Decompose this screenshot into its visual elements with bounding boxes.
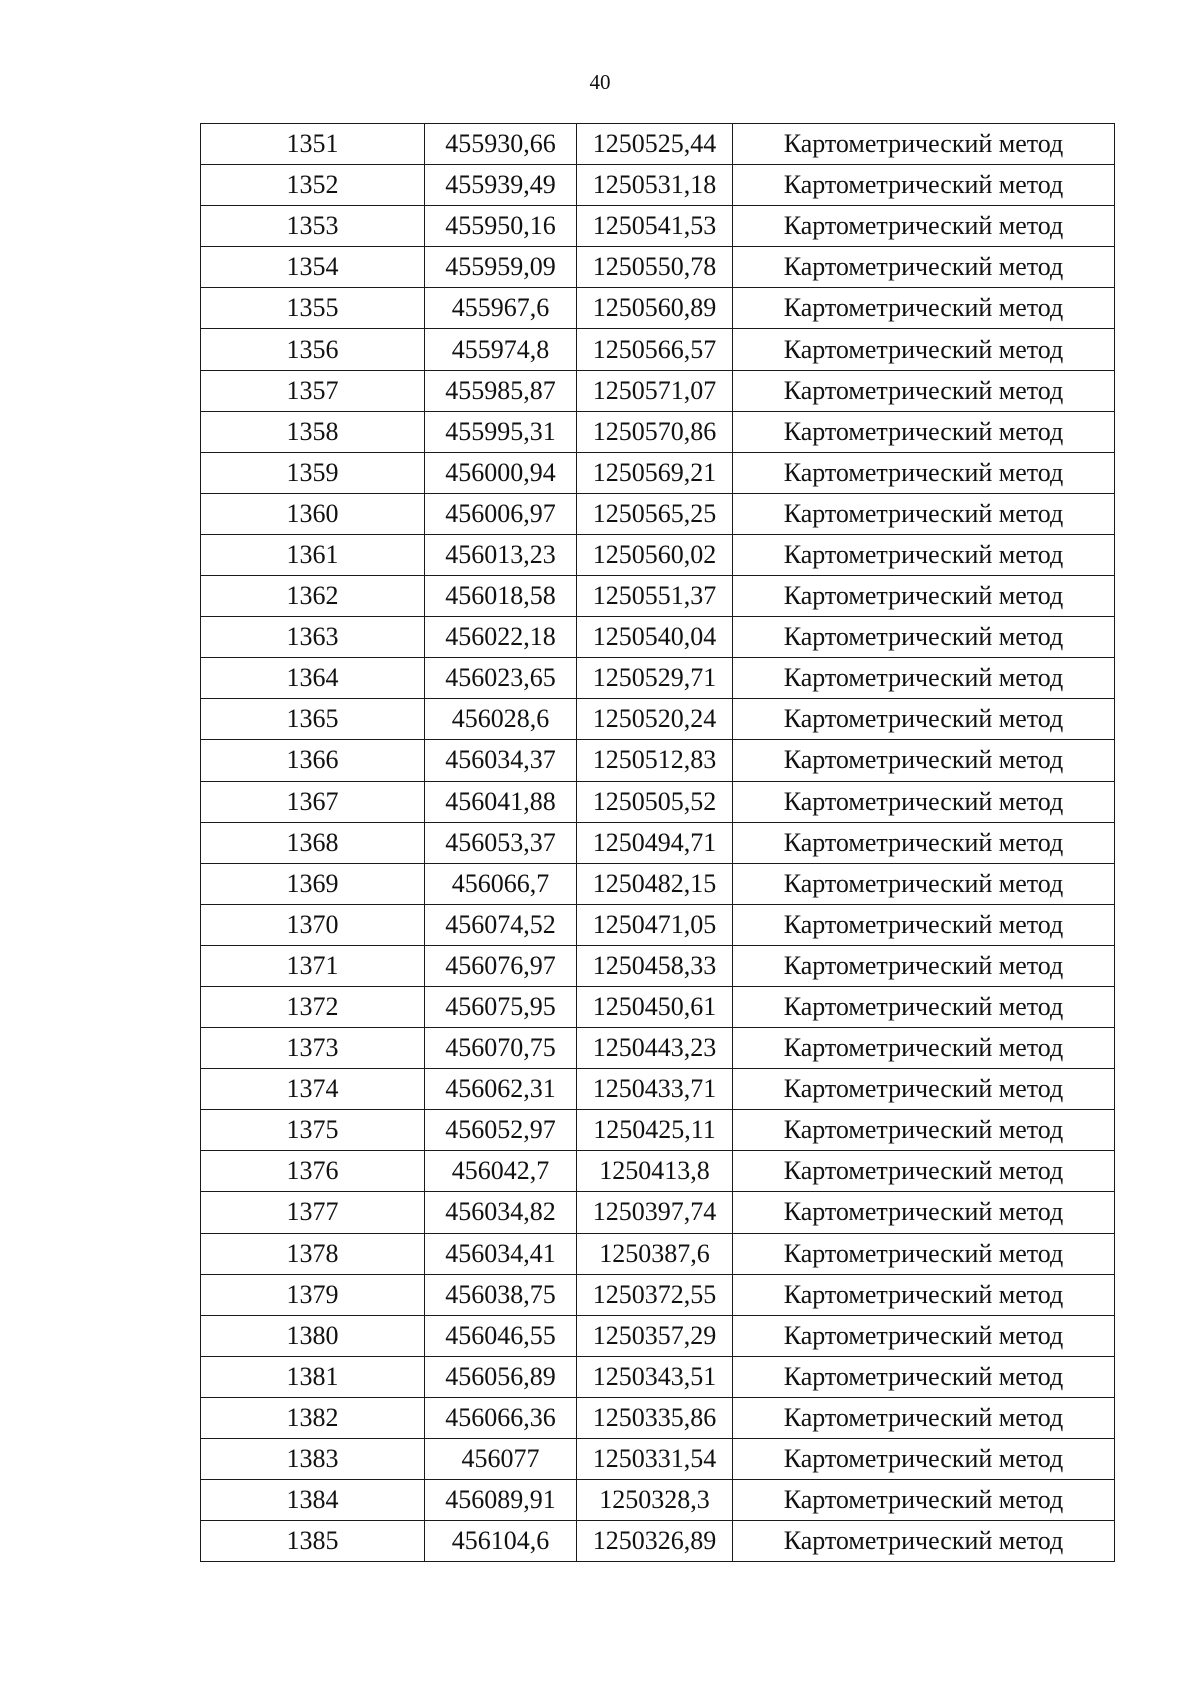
point-number-cell: 1352 xyxy=(201,165,425,206)
point-number-cell: 1366 xyxy=(201,740,425,781)
table-row xyxy=(201,165,1115,206)
point-number-cell: 1369 xyxy=(201,863,425,904)
table-row xyxy=(201,1028,1115,1069)
table-row xyxy=(201,1397,1115,1438)
y-coordinate-cell: 1250387,6 xyxy=(577,1233,733,1274)
point-number-cell: 1381 xyxy=(201,1356,425,1397)
table-row xyxy=(201,1192,1115,1233)
method-cell: Картометрический метод xyxy=(733,699,1115,740)
method-cell: Картометрический метод xyxy=(733,206,1115,247)
x-coordinate-cell: 456062,31 xyxy=(425,1069,577,1110)
point-number-cell: 1385 xyxy=(201,1521,425,1562)
y-coordinate-cell: 1250520,24 xyxy=(577,699,733,740)
method-cell: Картометрический метод xyxy=(733,945,1115,986)
x-coordinate-cell: 455939,49 xyxy=(425,165,577,206)
point-number-cell: 1376 xyxy=(201,1151,425,1192)
point-number-cell: 1375 xyxy=(201,1110,425,1151)
y-coordinate-cell: 1250471,05 xyxy=(577,904,733,945)
method-cell: Картометрический метод xyxy=(733,411,1115,452)
table-row xyxy=(201,986,1115,1027)
method-cell: Картометрический метод xyxy=(733,904,1115,945)
method-cell: Картометрический метод xyxy=(733,1028,1115,1069)
point-number-cell: 1371 xyxy=(201,945,425,986)
y-coordinate-cell: 1250570,86 xyxy=(577,411,733,452)
x-coordinate-cell: 456041,88 xyxy=(425,781,577,822)
y-coordinate-cell: 1250550,78 xyxy=(577,247,733,288)
x-coordinate-cell: 456089,91 xyxy=(425,1480,577,1521)
table-row xyxy=(201,1521,1115,1562)
x-coordinate-cell: 455995,31 xyxy=(425,411,577,452)
x-coordinate-cell: 456038,75 xyxy=(425,1274,577,1315)
method-cell: Картометрический метод xyxy=(733,658,1115,699)
point-number-cell: 1356 xyxy=(201,329,425,370)
y-coordinate-cell: 1250505,52 xyxy=(577,781,733,822)
y-coordinate-cell: 1250512,83 xyxy=(577,740,733,781)
x-coordinate-cell: 456070,75 xyxy=(425,1028,577,1069)
y-coordinate-cell: 1250560,89 xyxy=(577,288,733,329)
table-row xyxy=(201,1151,1115,1192)
point-number-cell: 1383 xyxy=(201,1439,425,1480)
point-number-cell: 1354 xyxy=(201,247,425,288)
y-coordinate-cell: 1250531,18 xyxy=(577,165,733,206)
method-cell: Картометрический метод xyxy=(733,781,1115,822)
coordinates-table xyxy=(200,123,1115,1562)
y-coordinate-cell: 1250565,25 xyxy=(577,493,733,534)
x-coordinate-cell: 456006,97 xyxy=(425,493,577,534)
x-coordinate-cell: 456077 xyxy=(425,1439,577,1480)
point-number-cell: 1351 xyxy=(201,124,425,165)
method-cell: Картометрический метод xyxy=(733,1397,1115,1438)
x-coordinate-cell: 455950,16 xyxy=(425,206,577,247)
x-coordinate-cell: 456028,6 xyxy=(425,699,577,740)
table-row xyxy=(201,329,1115,370)
x-coordinate-cell: 456076,97 xyxy=(425,945,577,986)
y-coordinate-cell: 1250326,89 xyxy=(577,1521,733,1562)
method-cell: Картометрический метод xyxy=(733,740,1115,781)
y-coordinate-cell: 1250560,02 xyxy=(577,534,733,575)
table-row xyxy=(201,411,1115,452)
x-coordinate-cell: 456000,94 xyxy=(425,452,577,493)
method-cell: Картометрический метод xyxy=(733,493,1115,534)
point-number-cell: 1360 xyxy=(201,493,425,534)
point-number-cell: 1358 xyxy=(201,411,425,452)
method-cell: Картометрический метод xyxy=(733,1521,1115,1562)
x-coordinate-cell: 456034,41 xyxy=(425,1233,577,1274)
method-cell: Картометрический метод xyxy=(733,986,1115,1027)
method-cell: Картометрический метод xyxy=(733,370,1115,411)
x-coordinate-cell: 456023,65 xyxy=(425,658,577,699)
table-row xyxy=(201,370,1115,411)
method-cell: Картометрический метод xyxy=(733,822,1115,863)
method-cell: Картометрический метод xyxy=(733,534,1115,575)
x-coordinate-cell: 456022,18 xyxy=(425,617,577,658)
table-row xyxy=(201,945,1115,986)
table-row xyxy=(201,1315,1115,1356)
point-number-cell: 1380 xyxy=(201,1315,425,1356)
method-cell: Картометрический метод xyxy=(733,1192,1115,1233)
x-coordinate-cell: 456104,6 xyxy=(425,1521,577,1562)
table-row xyxy=(201,124,1115,165)
method-cell: Картометрический метод xyxy=(733,247,1115,288)
y-coordinate-cell: 1250357,29 xyxy=(577,1315,733,1356)
method-cell: Картометрический метод xyxy=(733,1439,1115,1480)
point-number-cell: 1361 xyxy=(201,534,425,575)
point-number-cell: 1378 xyxy=(201,1233,425,1274)
x-coordinate-cell: 455967,6 xyxy=(425,288,577,329)
y-coordinate-cell: 1250413,8 xyxy=(577,1151,733,1192)
method-cell: Картометрический метод xyxy=(733,329,1115,370)
method-cell: Картометрический метод xyxy=(733,1480,1115,1521)
table-row xyxy=(201,452,1115,493)
table-row xyxy=(201,1356,1115,1397)
table-row xyxy=(201,1439,1115,1480)
point-number-cell: 1382 xyxy=(201,1397,425,1438)
x-coordinate-cell: 456074,52 xyxy=(425,904,577,945)
y-coordinate-cell: 1250458,33 xyxy=(577,945,733,986)
table-row xyxy=(201,781,1115,822)
x-coordinate-cell: 456042,7 xyxy=(425,1151,577,1192)
point-number-cell: 1379 xyxy=(201,1274,425,1315)
y-coordinate-cell: 1250541,53 xyxy=(577,206,733,247)
point-number-cell: 1377 xyxy=(201,1192,425,1233)
point-number-cell: 1372 xyxy=(201,986,425,1027)
x-coordinate-cell: 456046,55 xyxy=(425,1315,577,1356)
method-cell: Картометрический метод xyxy=(733,165,1115,206)
table-row xyxy=(201,740,1115,781)
table-row xyxy=(201,1480,1115,1521)
method-cell: Картометрический метод xyxy=(733,617,1115,658)
y-coordinate-cell: 1250331,54 xyxy=(577,1439,733,1480)
point-number-cell: 1362 xyxy=(201,576,425,617)
table-row xyxy=(201,534,1115,575)
x-coordinate-cell: 455930,66 xyxy=(425,124,577,165)
method-cell: Картометрический метод xyxy=(733,576,1115,617)
y-coordinate-cell: 1250433,71 xyxy=(577,1069,733,1110)
x-coordinate-cell: 456013,23 xyxy=(425,534,577,575)
table-body xyxy=(201,124,1115,1562)
method-cell: Картометрический метод xyxy=(733,1315,1115,1356)
y-coordinate-cell: 1250482,15 xyxy=(577,863,733,904)
x-coordinate-cell: 456034,37 xyxy=(425,740,577,781)
point-number-cell: 1370 xyxy=(201,904,425,945)
table-row xyxy=(201,1233,1115,1274)
table-row xyxy=(201,1274,1115,1315)
point-number-cell: 1374 xyxy=(201,1069,425,1110)
x-coordinate-cell: 456066,36 xyxy=(425,1397,577,1438)
method-cell: Картометрический метод xyxy=(733,124,1115,165)
table-row xyxy=(201,576,1115,617)
y-coordinate-cell: 1250551,37 xyxy=(577,576,733,617)
y-coordinate-cell: 1250397,74 xyxy=(577,1192,733,1233)
x-coordinate-cell: 456018,58 xyxy=(425,576,577,617)
method-cell: Картометрический метод xyxy=(733,288,1115,329)
table-row xyxy=(201,617,1115,658)
y-coordinate-cell: 1250566,57 xyxy=(577,329,733,370)
point-number-cell: 1365 xyxy=(201,699,425,740)
point-number-cell: 1364 xyxy=(201,658,425,699)
y-coordinate-cell: 1250443,23 xyxy=(577,1028,733,1069)
x-coordinate-cell: 455985,87 xyxy=(425,370,577,411)
point-number-cell: 1353 xyxy=(201,206,425,247)
table-row xyxy=(201,699,1115,740)
point-number-cell: 1357 xyxy=(201,370,425,411)
x-coordinate-cell: 456053,37 xyxy=(425,822,577,863)
y-coordinate-cell: 1250525,44 xyxy=(577,124,733,165)
page-number: 40 xyxy=(589,70,611,94)
table-row xyxy=(201,247,1115,288)
table-row xyxy=(201,658,1115,699)
method-cell: Картометрический метод xyxy=(733,452,1115,493)
table-row xyxy=(201,1069,1115,1110)
y-coordinate-cell: 1250328,3 xyxy=(577,1480,733,1521)
table-row xyxy=(201,863,1115,904)
x-coordinate-cell: 456056,89 xyxy=(425,1356,577,1397)
point-number-cell: 1373 xyxy=(201,1028,425,1069)
point-number-cell: 1355 xyxy=(201,288,425,329)
y-coordinate-cell: 1250335,86 xyxy=(577,1397,733,1438)
point-number-cell: 1359 xyxy=(201,452,425,493)
x-coordinate-cell: 455959,09 xyxy=(425,247,577,288)
method-cell: Картометрический метод xyxy=(733,1274,1115,1315)
y-coordinate-cell: 1250540,04 xyxy=(577,617,733,658)
table-row xyxy=(201,1110,1115,1151)
y-coordinate-cell: 1250450,61 xyxy=(577,986,733,1027)
y-coordinate-cell: 1250372,55 xyxy=(577,1274,733,1315)
y-coordinate-cell: 1250343,51 xyxy=(577,1356,733,1397)
table-row xyxy=(201,288,1115,329)
table-row xyxy=(201,822,1115,863)
point-number-cell: 1368 xyxy=(201,822,425,863)
point-number-cell: 1363 xyxy=(201,617,425,658)
y-coordinate-cell: 1250425,11 xyxy=(577,1110,733,1151)
y-coordinate-cell: 1250494,71 xyxy=(577,822,733,863)
x-coordinate-cell: 456034,82 xyxy=(425,1192,577,1233)
y-coordinate-cell: 1250529,71 xyxy=(577,658,733,699)
x-coordinate-cell: 456052,97 xyxy=(425,1110,577,1151)
x-coordinate-cell: 456066,7 xyxy=(425,863,577,904)
x-coordinate-cell: 455974,8 xyxy=(425,329,577,370)
method-cell: Картометрический метод xyxy=(733,1233,1115,1274)
point-number-cell: 1367 xyxy=(201,781,425,822)
x-coordinate-cell: 456075,95 xyxy=(425,986,577,1027)
table-row xyxy=(201,904,1115,945)
method-cell: Картометрический метод xyxy=(733,863,1115,904)
y-coordinate-cell: 1250571,07 xyxy=(577,370,733,411)
y-coordinate-cell: 1250569,21 xyxy=(577,452,733,493)
table-row xyxy=(201,493,1115,534)
table-row xyxy=(201,206,1115,247)
method-cell: Картометрический метод xyxy=(733,1151,1115,1192)
point-number-cell: 1384 xyxy=(201,1480,425,1521)
method-cell: Картометрический метод xyxy=(733,1356,1115,1397)
method-cell: Картометрический метод xyxy=(733,1069,1115,1110)
method-cell: Картометрический метод xyxy=(733,1110,1115,1151)
